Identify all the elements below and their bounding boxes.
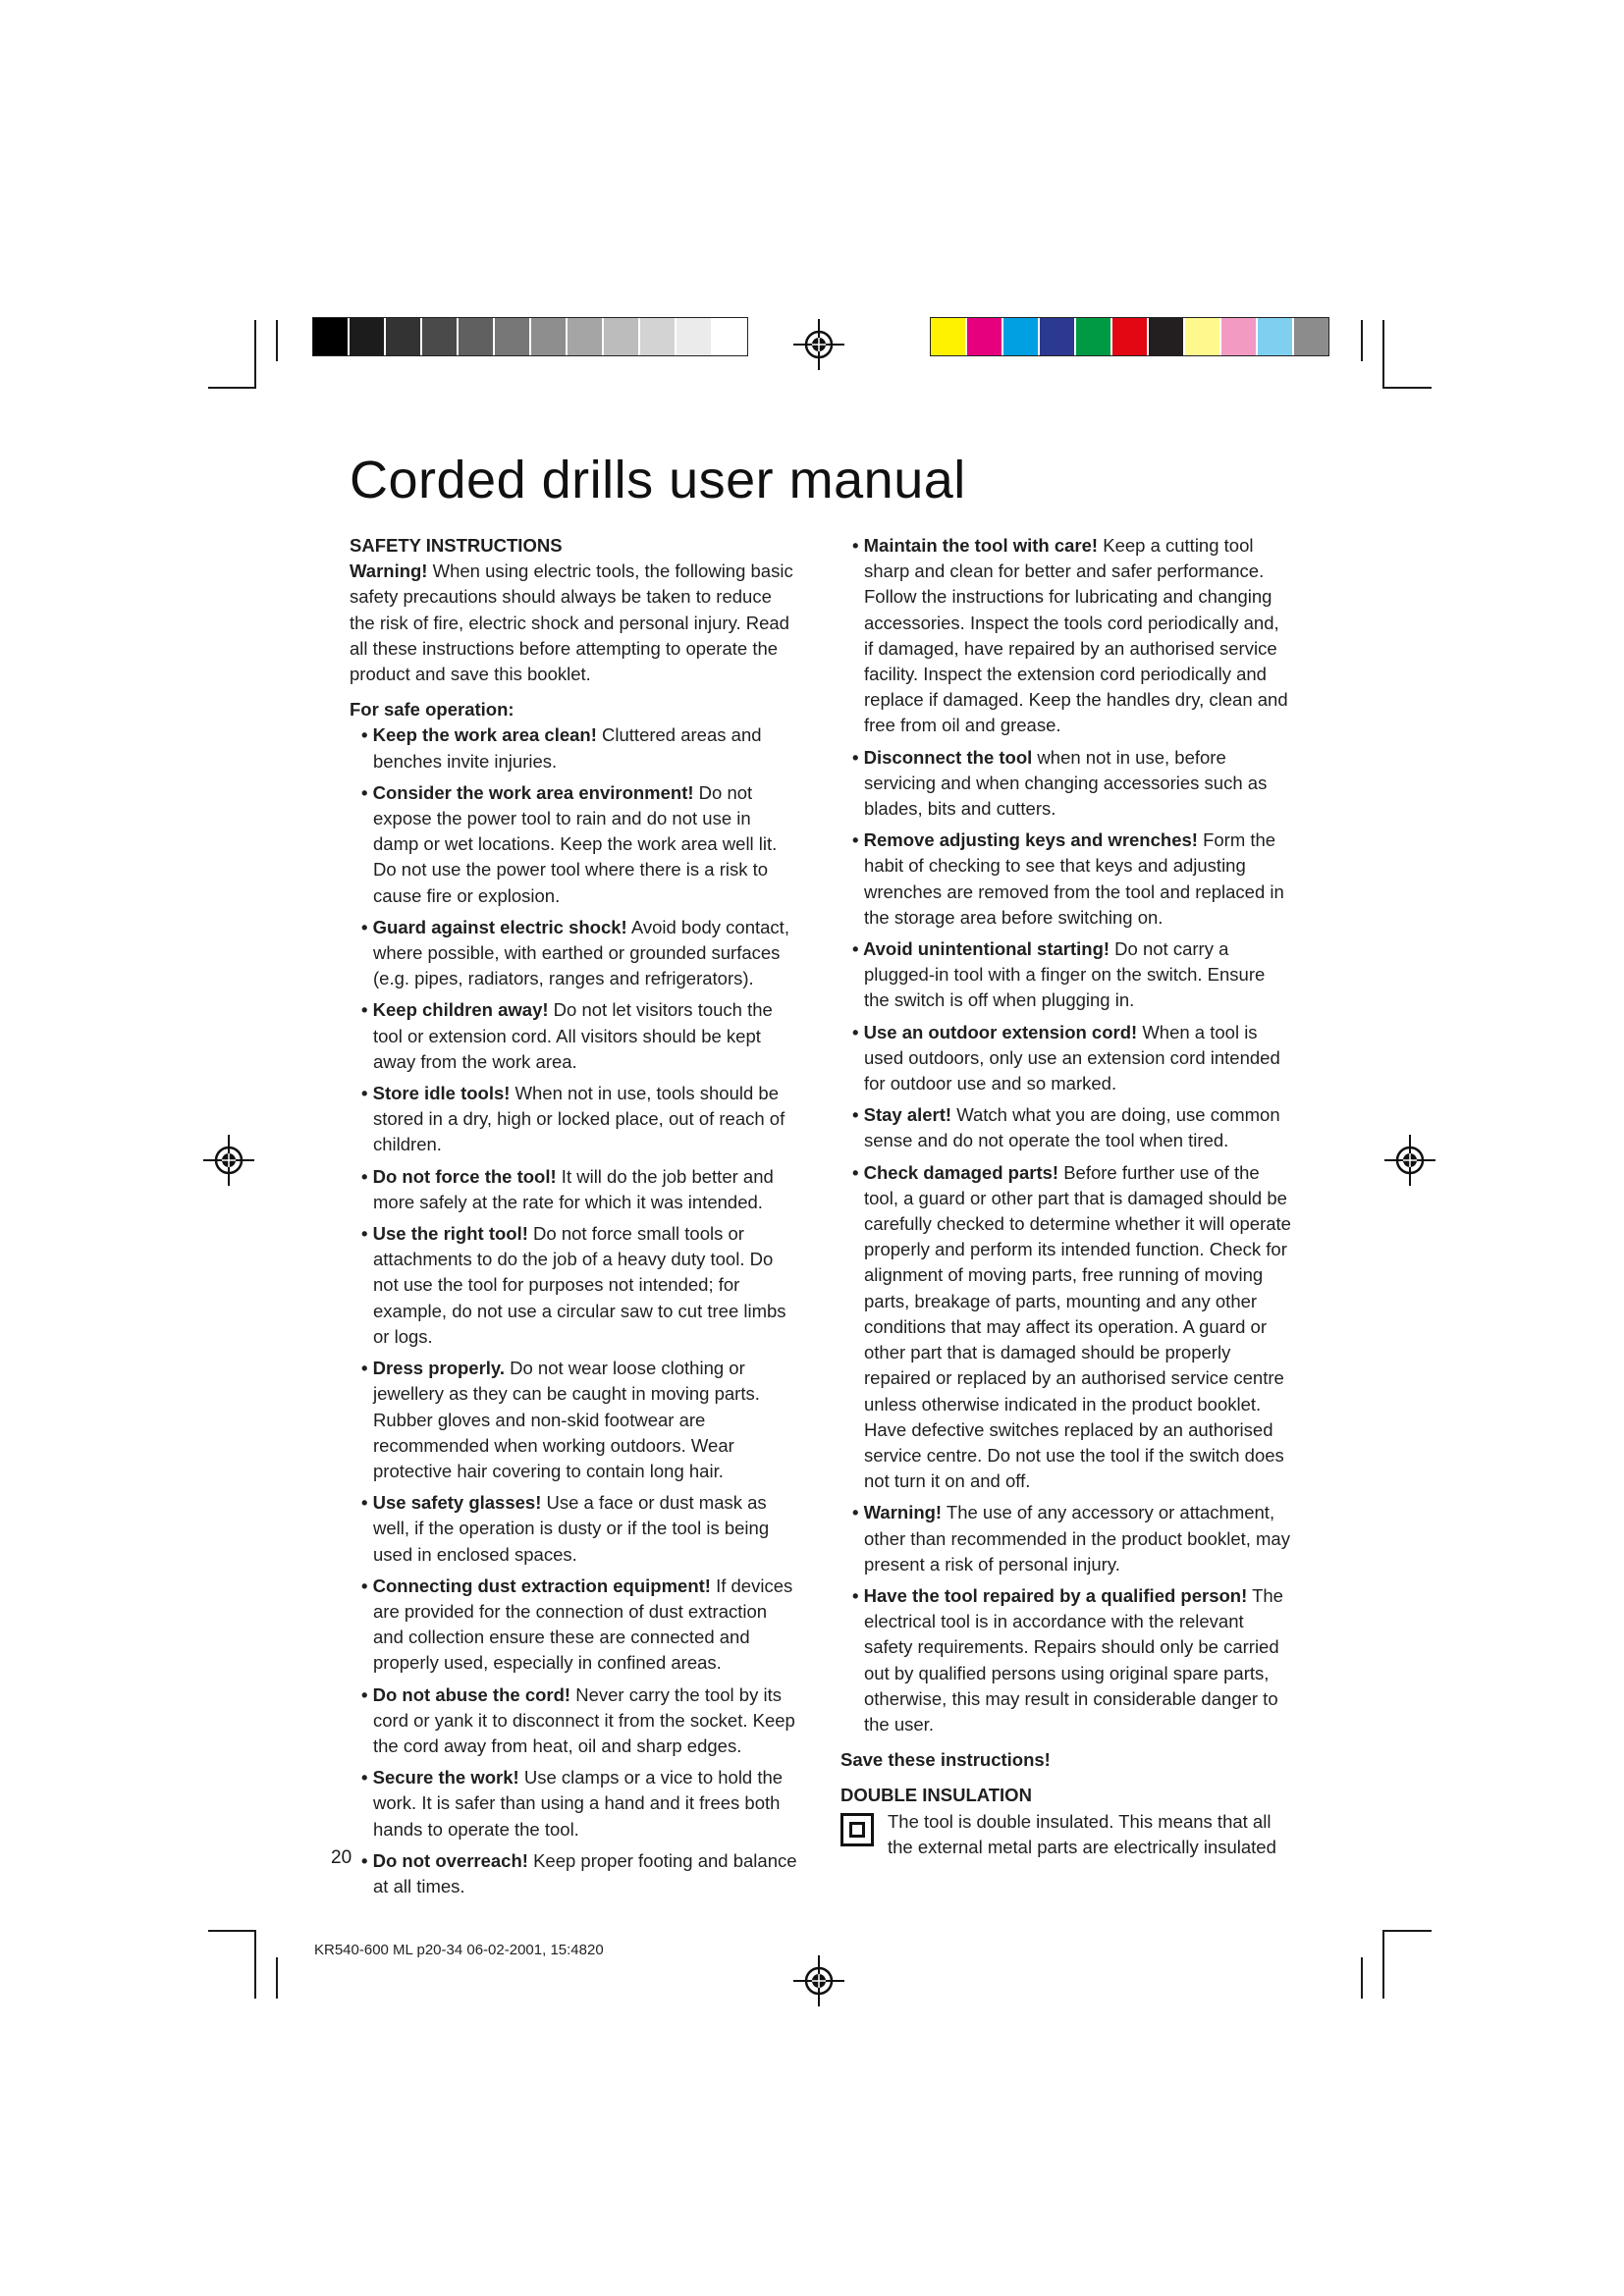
double-insulation-text: The tool is double insulated. This means that all the external metal parts are electrically insulated (888, 1810, 1276, 1857)
color-calibration-bar (930, 317, 1329, 356)
item-text: when not in use, before servicing and when changing accessories such as blades, bits and cutters. (864, 746, 1268, 820)
crop-mark (1361, 1957, 1363, 1999)
page-number: 20 (331, 1847, 352, 1868)
crop-mark (254, 1930, 256, 1999)
crop-mark (1382, 1930, 1432, 1932)
item-text: If devices are provided for the connection of dust extraction and collection ensure these are connected and properly used, especially in confined areas. (373, 1575, 793, 1674)
grayscale-calibration-bar (312, 317, 748, 356)
color-swatch (967, 318, 1003, 355)
item-text: Keep a cutting tool sharp and clean for better and safer performance. Follow the instructions for lubricating and changing accessories. Inspect the tools cord periodically and, if damaged, have repaired by an authorised service facility. Inspect the extension cord periodically and replace if damaged. Keep the handles dry, clean and free from oil and grease. (864, 535, 1288, 736)
color-swatch (640, 318, 677, 355)
item-text: Use a face or dust mask as well, if the operation is dusty or if the tool is being used in enclosed spaces. (373, 1492, 770, 1565)
color-swatch (677, 318, 713, 355)
item-text: It will do the job better and more safely at the rate for which it was intended. (373, 1165, 774, 1212)
bullet-icon: • (361, 1165, 373, 1187)
color-swatch (1076, 318, 1112, 355)
list-item (350, 1164, 801, 1215)
crop-mark (208, 387, 255, 389)
right-safety-list (840, 533, 1292, 1737)
warning-label: Warning! (350, 561, 428, 582)
list-item (840, 745, 1292, 823)
list-item (350, 1848, 801, 1899)
item-heading: Keep children away! (372, 999, 549, 1021)
item-text: Do not expose the power tool to rain and do not use in damp or wet locations. Keep the work area well lit. Do not use the power tool where there is a risk to cause fire or explosion. (373, 781, 778, 906)
list-item (840, 533, 1292, 739)
list-item (350, 722, 801, 774)
item-heading: Dress properly. (372, 1358, 505, 1379)
double-insulation-block (840, 1809, 1292, 1860)
item-heading: Keep the work area clean! (372, 724, 597, 746)
color-swatch (568, 318, 604, 355)
item-heading: Do not overreach! (372, 1849, 528, 1871)
bullet-icon: • (852, 746, 864, 768)
item-text: Before further use of the tool, a guard or other part that is damaged should be carefully checked to determine whether it will operate properly and perform its intended function. Check for alignment of moving parts, free running of moving parts, breakage of parts, mounting and any other conditions that may affect its operation. A guard or other part that is damaged should be properly repaired or replaced by an authorised service centre unless otherwise indicated in the product booklet. Have defective switches replaced by an authorised service centre. Do not use the tool if the switch does not turn it on and off. (864, 1161, 1291, 1492)
crop-mark (1361, 320, 1363, 361)
item-heading: Maintain the tool with care! (863, 535, 1099, 556)
page-title: Corded drills user manual (350, 451, 966, 509)
list-item (350, 997, 801, 1075)
bullet-icon: • (361, 1683, 373, 1705)
crop-mark (1382, 387, 1432, 389)
double-insulation-heading: DOUBLE INSULATION (840, 1785, 1032, 1806)
item-text: Do not wear loose clothing or jewellery as they can be caught in moving parts. Rubber gloves and non-skid footwear are recommended when working outdoors. Wear protective hair covering to contain long hair. (373, 1358, 760, 1481)
item-text: Use clamps or a vice to hold the work. It is safer than using a hand and it frees both hands to operate the tool. (373, 1767, 784, 1840)
save-instructions-text: Save these instructions! (840, 1749, 1051, 1771)
item-text: Avoid body contact, where possible, with earthed or grounded surfaces (e.g. pipes, radiators, ranges and refrigerators). (373, 916, 789, 989)
bullet-icon: • (361, 781, 373, 803)
item-text: The electrical tool is in accordance with the relevant safety requirements. Repairs should only be carried out by qualified persons using original spare parts, otherwise, this may result in considerable danger to the user. (864, 1584, 1283, 1735)
color-swatch (531, 318, 568, 355)
list-item (840, 1500, 1292, 1577)
item-heading: Guard against electric shock! (372, 916, 627, 937)
crop-mark (1382, 320, 1384, 389)
color-swatch (713, 318, 747, 355)
bullet-icon: • (361, 1492, 373, 1514)
item-heading: Disconnect the tool (863, 746, 1033, 768)
item-text: Do not force small tools or attachments to do the job of a heavy duty tool. Do not use the tool for purposes not intended; for example, do not use a circular saw to cut tree limbs or logs. (373, 1223, 786, 1347)
registration-target-icon (793, 319, 844, 370)
bullet-icon: • (852, 1021, 864, 1042)
crop-mark (276, 320, 278, 361)
color-swatch (1040, 318, 1076, 355)
item-heading: Avoid unintentional starting! (862, 938, 1110, 960)
item-heading: Use an outdoor extension cord! (863, 1021, 1138, 1042)
crop-mark (208, 1930, 255, 1932)
bullet-icon: • (852, 829, 864, 851)
item-heading: Remove adjusting keys and wrenches! (863, 829, 1198, 851)
item-heading: Connecting dust extraction equipment! (372, 1575, 711, 1596)
color-swatch (313, 318, 350, 355)
list-item (350, 1490, 801, 1568)
color-swatch (386, 318, 422, 355)
registration-target-icon (1384, 1135, 1435, 1186)
item-heading: Do not force the tool! (372, 1165, 557, 1187)
print-footer: KR540-600 ML p20-34 06-02-2001, 15:4820 (314, 1942, 604, 1958)
list-item (840, 1160, 1292, 1495)
item-heading: Have the tool repaired by a qualified person! (863, 1584, 1248, 1606)
item-heading: Check damaged parts! (863, 1161, 1059, 1183)
color-swatch (1221, 318, 1258, 355)
color-swatch (1003, 318, 1040, 355)
bullet-icon: • (361, 999, 373, 1021)
list-item (350, 1574, 801, 1677)
list-item (350, 915, 801, 992)
crop-mark (276, 1957, 278, 1999)
item-text: Watch what you are doing, use common sense and do not operate the tool when tired. (864, 1104, 1280, 1151)
item-text: When a tool is used outdoors, only use an extension cord intended for outdoor use and so marked. (864, 1021, 1280, 1095)
color-swatch (1294, 318, 1328, 355)
item-heading: Use the right tool! (372, 1223, 528, 1245)
bullet-icon: • (361, 916, 373, 937)
left-safety-list (350, 722, 801, 1899)
bullet-icon: • (361, 724, 373, 746)
safety-instructions-heading: SAFETY INSTRUCTIONS (350, 535, 563, 556)
color-swatch (1149, 318, 1185, 355)
bullet-icon: • (852, 1161, 864, 1183)
color-swatch (350, 318, 386, 355)
item-text: The use of any accessory or attachment, other than recommended in the product booklet, may present a risk of personal injury. (864, 1502, 1290, 1575)
item-heading: Use safety glasses! (372, 1492, 542, 1514)
right-column (840, 533, 1292, 1860)
color-swatch (422, 318, 459, 355)
safe-operation-heading: For safe operation: (350, 699, 514, 721)
item-text: When not in use, tools should be stored in a dry, high or locked place, out of reach of children. (373, 1083, 785, 1155)
bullet-icon: • (852, 1502, 864, 1523)
bullet-icon: • (361, 1767, 373, 1789)
bullet-icon: • (361, 1223, 373, 1245)
registration-target-icon (793, 1955, 844, 2006)
item-text: Do not carry a plugged-in tool with a finger on the switch. Ensure the switch is off when plugging in. (864, 938, 1266, 1011)
item-heading: Store idle tools! (372, 1083, 511, 1104)
list-item (350, 1221, 801, 1350)
registration-target-icon (203, 1135, 254, 1186)
item-text: Never carry the tool by its cord or yank it to disconnect it from the socket. Keep the cord away from heat, oil and sharp edges. (373, 1683, 795, 1756)
item-text: Do not let visitors touch the tool or extension cord. All visitors should be kept away from the work area. (373, 999, 773, 1072)
item-text: Keep proper footing and balance at all times. (373, 1849, 797, 1896)
bullet-icon: • (852, 535, 864, 556)
bullet-icon: • (852, 1584, 864, 1606)
color-swatch (1258, 318, 1294, 355)
list-item (350, 780, 801, 909)
list-item (350, 1356, 801, 1484)
color-swatch (459, 318, 495, 355)
item-heading: Stay alert! (863, 1104, 952, 1126)
bullet-icon: • (361, 1575, 373, 1596)
crop-mark (1382, 1930, 1384, 1999)
item-heading: Do not abuse the cord! (372, 1683, 571, 1705)
bullet-icon: • (361, 1358, 373, 1379)
item-heading: Warning! (863, 1502, 943, 1523)
item-text: Cluttered areas and benches invite injuries. (373, 724, 762, 772)
color-swatch (495, 318, 531, 355)
bullet-icon: • (852, 938, 863, 960)
warning-text: When using electric tools, the following basic safety precautions should always be taken to reduce the risk of fire, electric shock and personal injury. Read all these instructions before attempting to operate the product and save this booklet. (350, 561, 793, 685)
color-swatch (931, 318, 967, 355)
list-item (840, 1020, 1292, 1097)
color-swatch (604, 318, 640, 355)
list-item (840, 1102, 1292, 1153)
bullet-icon: • (852, 1104, 864, 1126)
list-item (840, 936, 1292, 1014)
bullet-icon: • (361, 1083, 373, 1104)
list-item (350, 1081, 801, 1158)
color-swatch (1112, 318, 1149, 355)
double-insulation-icon (840, 1813, 874, 1846)
item-heading: Consider the work area environment! (372, 781, 694, 803)
color-swatch (1185, 318, 1221, 355)
left-column (350, 533, 801, 1899)
list-item (840, 1583, 1292, 1737)
item-text: Form the habit of checking to see that keys and adjusting wrenches are removed from the tool and replaced in the storage area before switching on. (864, 829, 1284, 928)
crop-mark (254, 320, 256, 389)
list-item (840, 828, 1292, 931)
bullet-icon: • (361, 1849, 373, 1871)
warning-paragraph (350, 559, 801, 687)
item-heading: Secure the work! (372, 1767, 519, 1789)
list-item (350, 1765, 801, 1842)
list-item (350, 1682, 801, 1760)
